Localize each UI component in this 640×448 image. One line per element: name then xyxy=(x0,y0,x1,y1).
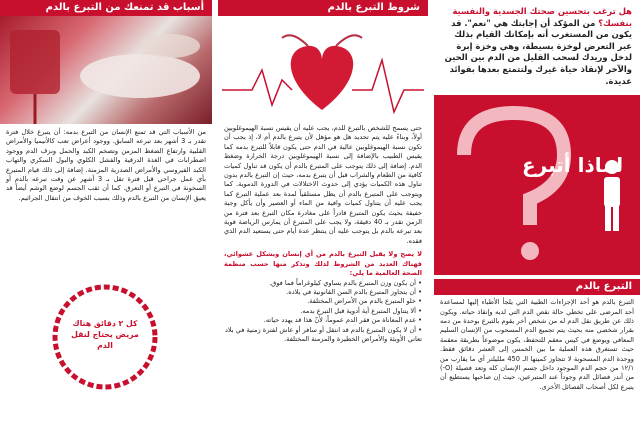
donation-photo xyxy=(0,16,212,124)
why-donate-banner xyxy=(434,95,640,275)
banner-title: لماذا أتبرع xyxy=(522,153,624,178)
conditions-text: حتى يسمح للشخص بالتبرع للدم، يجب عليه أن يقيس نسبة الهيموغلوبين أولاً، وبناءً عليه يتم تحديد هل هو مؤهل لأن يتبرع بالدم أم لا، إذ يجب أن تكون نسبة الهيموغلوبين عالية في الدم حتى يكون قابلاً للتبرع بدمه كما يقيس الطبيب بالإضافة إلى نسبة الهيموغلوبين درجة الحرارة وضغط الدم. إضافة إلى ذلك يتوجب على المتبرع بالدم أن يكون قد تناول كميات كافية من الطعام والشراب قبل أن يتبرع بدمه، حيث إن التبرع بالدم بدون تناول هذه الكميات يؤدي إلى حدوث الاختلالات في الدورة الدموية. كما ويتوجب على المتبرع بالدم أن يظل مستلقياً لمدة بعد عملية التبرع كما يجب عليه أن يتناول كميات وافية من الماء أو العصير وأن يأكل وجبة خفيفة بحيث يكون المتبرع قادراً على مغادرة مكان التبرع بعد فترة من الزمن تقدر بـ 40 دقيقة، ولا يجب على المتبرع أن يمارس الرياضة قوية بعد تبرعه بالدم بل يتوجب عليه أن ينتظر عدة أيام حتى يستعيد الدم الذي فقده. xyxy=(224,124,422,245)
list-item: • أن يكون وزن المتبرع بالدم يساوي كيلوغراماً فما فوق. xyxy=(269,278,422,287)
reasons-header: أسباب قد تمنعك من التبرع بالدم xyxy=(0,0,212,16)
who-warning: لا يصح ولا يقبل التبرع بالدم من أي إنسان وبشكل عشوائي، فهناك العديد من الشروط لذلك وتذكر منها حسب منظمة الصحة العالمية ما يلي: xyxy=(224,250,422,278)
conditions-list xyxy=(218,279,428,345)
dial-caption: كل ٢ دقائق هناك مريض يحتاج لنقل الدم xyxy=(71,319,139,350)
left-column xyxy=(0,0,212,448)
reasons-text: من الأسباب التي قد تمنع الإنسان من التبرع بدمه: أن يتبرع خلال فترة تقدر بـ 3 أشهر بعد تبرعه السابق. ووجود أعراض تعب كالأنيميا والأمراض القلبية وارتفاع الضغط المزمن وتضخم الكبد والحمل ونزف الدم ووجود اضطرابات في الغدة الدرقية والفشل الكلوي والبول السكري والتهاب الكبد الفيروسي والأمراض الصدرية المزمنة. إضافة إلى ذلك قيام المتبرع بأي عمل جراحي قبل فترة تقل بـ 3 أشهر عن وقت تبرعه بالدم أو السخونة في التبرع أو التعرق. كما أن ثقب الجسم لوضع الوشم أيضاً قد يعيق الإنسان من التبرع بالدم وذلك بسبب الخوف من انتقال الجراثيم. xyxy=(6,128,206,202)
right-column xyxy=(434,0,640,448)
heart-vessels-icon xyxy=(222,20,424,120)
blood-donation-text: التبرع بالدم هو أحد الإجراءات الطبية التي يلجأ الأطباء إليها لمساعدة أحد المرضى على تخطي حالة نقص الدم التي لديه وإنقاذ حياته. ويكون ذلك عن طريق نقل الدم له من شخص آخر يقوم بالتبرع بوحدة من دمه بقرار شخصي منه بحيث يتم تجميع الدم المسحوب من الإنسان السليم المعافي ويوضع في كيس معقم للتحفظ، يكون موضوعاً بطريقة معقمة حيث تستغرق هذه العملية ما بين الخمس إلى العشر دقائق فقط. ووحدة الدم المسحوبة لا تتجاوز كميتها الـ 450 ملليلتر أي ما يقارب من ١٢/١ من حجم الدم الموجود داخل جسم الإنسان كله وتعد فصيلة (O-) من أندر فصائل الدم وجوداً عند المتبرعين، حيث إن صاحبها يستطيع أن يتبرع لكل أصحاب الفصائل الأخرى. xyxy=(440,298,634,391)
list-item: • أن لا يكون المتبرع بالدم قد انتقل أو سافر أو عاش لفترة زمنية في بلاد تعاني الأوبئة والأمراض الخطيرة والمزمنة المختلفة. xyxy=(224,325,422,343)
list-item: • أن يتجاوز المتبرع بالدم السن القانونية في بلاده. xyxy=(286,287,422,296)
list-item: • عدم المعاناة من فقر الدم عموماً، لأنّ هذا قد يهدد حياته. xyxy=(263,316,422,325)
blood-heart-illustration xyxy=(222,20,424,120)
list-item: • ألا يتناول المتبرع أية أدوية قبل التبرع بدمه. xyxy=(300,306,422,315)
intro-block xyxy=(434,0,640,87)
blood-donation-header: التبرع بالدم xyxy=(434,279,640,295)
every-two-minutes-dial xyxy=(40,272,170,402)
intro-body: من المؤكد أن إجابتك هي "نعم". قد يكون من المستغرب أنه بإمكانك القيام بذلك عبر التعرض لوخزة بسيطة، وهي وخزة إبرة لدخل وريدك لسحب القليل من الدم بين الحين والآخر لإنقاذ حياة غيرك ولتتمتع بعدها بفوائد عديدة. xyxy=(444,17,632,86)
question-mark-graphic xyxy=(434,95,640,275)
conditions-header: شروط التبرع بالدم xyxy=(218,0,428,16)
intro-question: هل ترغب بتحسين صحتك الجسدية والنفسية بنفسك؟ xyxy=(452,6,632,28)
middle-column xyxy=(218,0,428,448)
list-item: • خلو المتبرع بالدم من الأمراض المختلفة. xyxy=(307,297,422,306)
blood-bag-photo-icon xyxy=(0,16,212,124)
